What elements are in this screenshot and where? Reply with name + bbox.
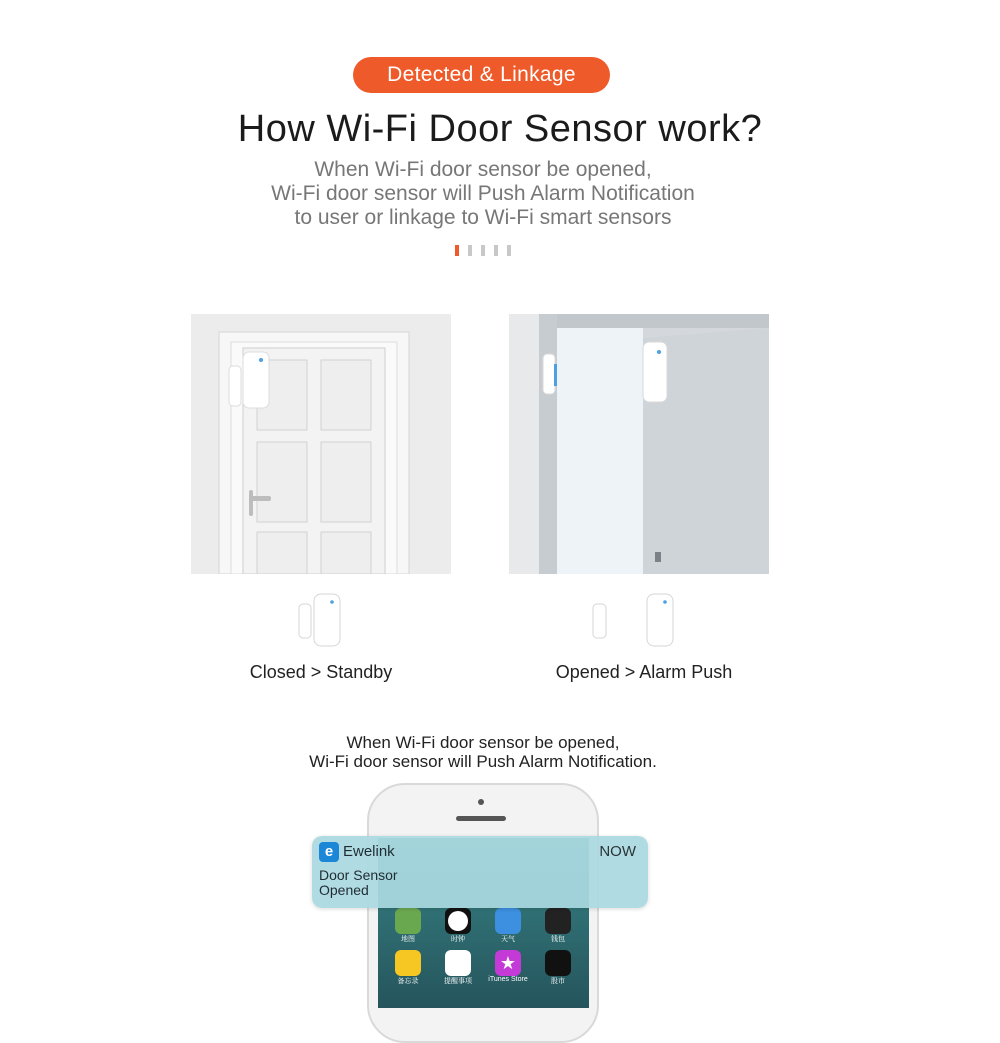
closed-sensor-icon [298,592,344,653]
description-line: When Wi-Fi door sensor be opened, [346,733,620,752]
notes-icon [395,950,421,976]
app-reminders[interactable] [438,950,478,986]
page-subtitle [0,158,966,230]
notification-time: NOW [599,843,636,860]
app-maps[interactable] [388,908,428,944]
push-notification[interactable] [312,836,648,908]
app-weather[interactable] [488,908,528,944]
notification-title: Door Sensor [319,867,398,883]
phone-camera [478,799,484,805]
notification-app-name: Ewelink [343,843,395,860]
app-label: 时钟 [451,936,465,943]
itunes-store-icon: ★ [495,950,521,976]
notification-message: Opened [319,882,369,898]
opened-door-illustration [509,314,769,574]
clock-icon [445,908,471,934]
app-label: 钱包 [551,936,565,943]
app-label: 备忘录 [397,978,419,985]
app-notes[interactable] [388,950,428,986]
weather-icon [495,908,521,934]
app-grid [388,908,578,986]
subtitle-line: When Wi-Fi door sensor be opened, [314,158,652,181]
app-stocks[interactable] [538,950,578,986]
indicator-dot [507,245,511,256]
app-label: iTunes Store [488,976,528,983]
maps-icon [395,908,421,934]
app-wallet[interactable] [538,908,578,944]
phone-speaker [456,816,506,821]
indicator-dot [494,245,498,256]
app-label: 股市 [551,978,565,985]
indicator-dot [481,245,485,256]
indicator-dot [468,245,472,256]
description-line: Wi-Fi door sensor will Push Alarm Notification. [309,752,657,771]
app-label: 地图 [401,936,415,943]
closed-door-illustration [191,314,451,574]
section-indicator [455,245,520,256]
subtitle-line: to user or linkage to Wi-Fi smart sensors [294,206,672,229]
stocks-icon [545,950,571,976]
notification-description [0,733,966,771]
closed-door-photo [191,314,451,574]
app-itunes-store[interactable] [488,950,528,986]
wallet-icon [545,908,571,934]
app-label: 天气 [501,936,515,943]
closed-standby-caption: Closed > Standby [249,662,393,682]
opened-alarm-caption: Opened > Alarm Push [555,662,733,682]
subtitle-line: Wi-Fi door sensor will Push Alarm Notification [271,182,695,205]
opened-door-photo [509,314,769,574]
page-title: How Wi-Fi Door Sensor work? [237,108,763,150]
indicator-dot-active [455,245,459,256]
app-label: 提醒事项 [444,978,472,985]
notification-body [319,868,398,898]
ewelink-app-icon: e [319,842,339,862]
detected-linkage-badge: Detected & Linkage [353,57,610,93]
opened-sensor-icon [591,592,675,653]
reminders-icon [445,950,471,976]
app-clock[interactable] [438,908,478,944]
